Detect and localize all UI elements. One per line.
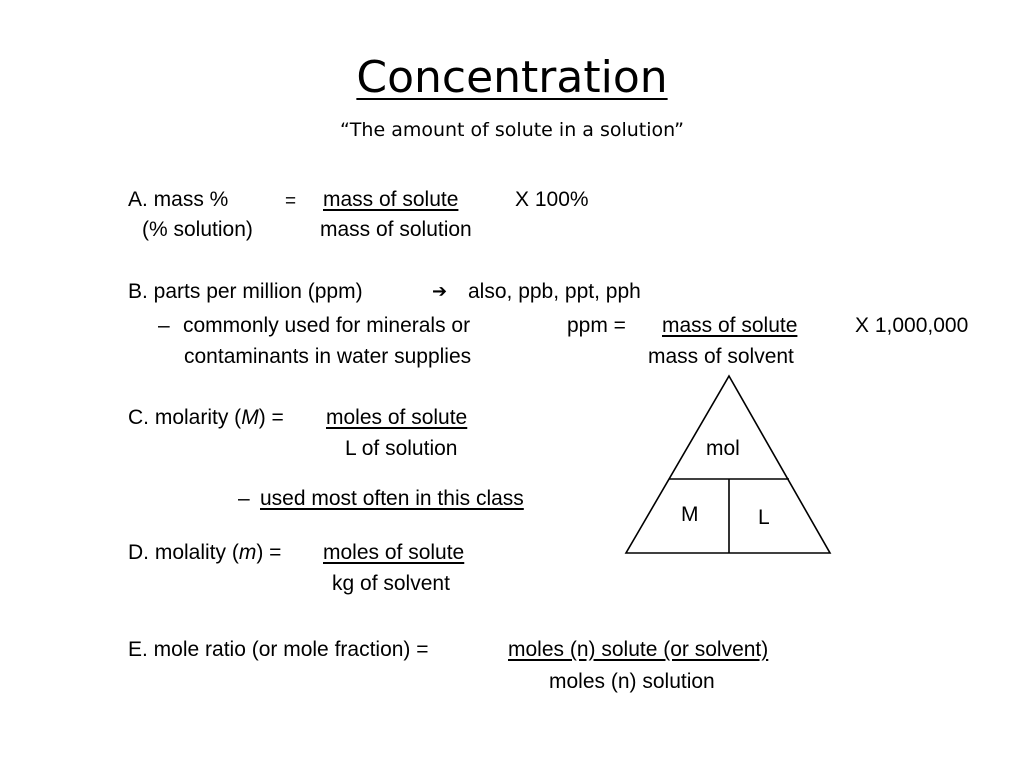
triangle-label-top: mol bbox=[706, 437, 740, 460]
section-b-dash: – bbox=[158, 314, 170, 337]
section-b-also: also, ppb, ppt, pph bbox=[468, 280, 641, 303]
section-e-denominator: moles (n) solution bbox=[549, 670, 715, 693]
section-a-numerator: mass of solute bbox=[323, 188, 459, 211]
section-a-alt-label: (% solution) bbox=[142, 218, 253, 241]
mol-triangle-diagram bbox=[620, 372, 836, 558]
slide-title: Concentration bbox=[356, 52, 668, 103]
section-e-label: E. mole ratio (or mole fraction) = bbox=[128, 638, 429, 661]
triangle-label-bottom-right: L bbox=[758, 506, 770, 529]
section-c-denominator: L of solution bbox=[345, 437, 458, 460]
molarity-symbol: M bbox=[241, 406, 259, 429]
triangle-label-bottom-left: M bbox=[681, 503, 699, 526]
section-b-label: B. parts per million (ppm) bbox=[128, 280, 363, 303]
triangle-outline bbox=[626, 376, 830, 553]
section-b-formula-lhs: ppm = bbox=[567, 314, 626, 337]
section-c-note: used most often in this class bbox=[260, 487, 524, 510]
section-e-numerator: moles (n) solute (or solvent) bbox=[508, 638, 769, 661]
section-d-label: D. molality (m) = bbox=[128, 541, 282, 564]
section-d-numerator: moles of solute bbox=[323, 541, 465, 564]
section-a-equals: = bbox=[285, 191, 297, 212]
arrow-right-icon: ➔ bbox=[432, 281, 448, 302]
section-d-denominator: kg of solvent bbox=[332, 572, 450, 595]
section-b-note-line1: commonly used for minerals or bbox=[183, 314, 471, 337]
section-b-numerator: mass of solute bbox=[662, 314, 798, 337]
section-b-denominator: mass of solvent bbox=[648, 345, 794, 368]
section-a-label: A. mass % bbox=[128, 188, 229, 211]
molality-symbol: m bbox=[238, 541, 257, 564]
section-c-numerator: moles of solute bbox=[326, 406, 468, 429]
section-a-denominator: mass of solution bbox=[320, 218, 472, 241]
slide-subtitle: “The amount of solute in a solution” bbox=[339, 119, 685, 141]
section-c-dash: – bbox=[238, 487, 250, 510]
section-c-label: C. molarity (M) = bbox=[128, 406, 284, 429]
section-a-multiplier: X 100% bbox=[515, 188, 589, 211]
section-b-multiplier: X 1,000,000 bbox=[855, 314, 969, 337]
section-b-note-line2: contaminants in water supplies bbox=[184, 345, 472, 368]
